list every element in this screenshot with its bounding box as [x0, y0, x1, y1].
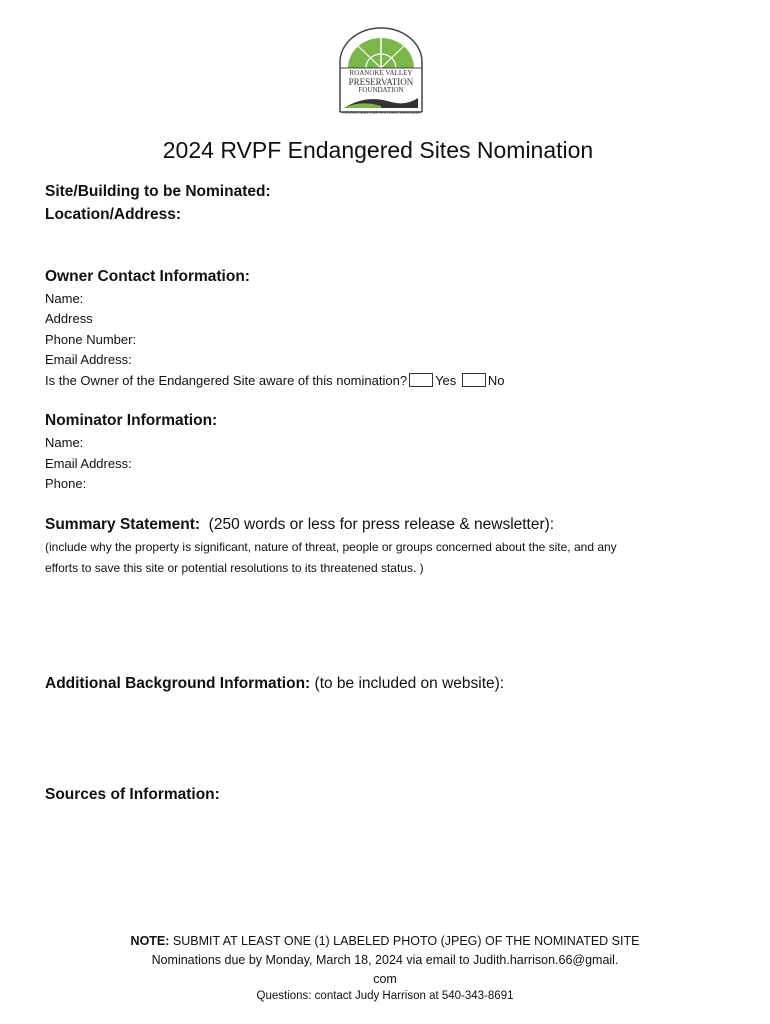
owner-name-label: Name:: [45, 291, 84, 306]
site-building-label: Site/Building to be Nominated:: [45, 183, 271, 200]
background-heading: Additional Background Information:: [45, 675, 311, 692]
background-heading-note: (to be included on website):: [314, 675, 505, 692]
page-title: 2024 RVPF Endangered Sites Nomination: [162, 137, 594, 163]
logo-text-line2: PRESERVATION: [348, 77, 414, 87]
footer-note-label: NOTE:: [130, 934, 170, 948]
rvpf-logo: [336, 26, 426, 116]
summary-instructions-line2: efforts to save this site or potential resolutions to its threatened status. ): [45, 561, 424, 575]
footer-due-line2: com: [373, 972, 397, 986]
footer-note: [0, 934, 770, 948]
owner-email-label: Email Address:: [45, 352, 132, 367]
no-checkbox[interactable]: [462, 373, 486, 387]
nominator-email-label: Email Address:: [45, 456, 132, 471]
footer-questions: Questions: contact Judy Harrison at 540-343-8691: [256, 990, 514, 1002]
logo-tagline: PROTECTING OUR HISTORIC HERITAGE: [342, 110, 420, 115]
summary-heading-row: [45, 516, 554, 534]
footer-due-line1: Nominations due by Monday, March 18, 2024 via email to Judith.harrison.66@gmail.: [151, 953, 619, 967]
nominator-heading: Nominator Information:: [45, 412, 218, 429]
logo-text-line3: FOUNDATION: [358, 86, 404, 94]
nominator-phone-label: Phone:: [45, 476, 87, 491]
owner-contact-heading: Owner Contact Information:: [45, 268, 250, 285]
no-label: No: [487, 373, 505, 388]
nominator-name-label: Name:: [45, 435, 84, 450]
footer-note-text: SUBMIT AT LEAST ONE (1) LABELED PHOTO (JPEG) OF THE NOMINATED SITE: [172, 934, 640, 948]
yes-checkbox[interactable]: [409, 373, 433, 387]
yes-label: Yes: [435, 373, 457, 388]
owner-aware-question: Is the Owner of the Endangered Site aware of this nomination?: [45, 373, 408, 388]
background-heading-row: [45, 675, 504, 693]
owner-address-label: Address: [45, 311, 93, 326]
owner-phone-label: Phone Number:: [45, 332, 137, 347]
location-address-label: Location/Address:: [45, 206, 182, 223]
logo-text-line1: ROANOKE VALLEY: [349, 69, 413, 77]
summary-heading-note: (250 words or less for press release & newsletter):: [208, 516, 555, 533]
owner-aware-row: [45, 373, 505, 388]
sources-heading: Sources of Information:: [45, 786, 220, 803]
summary-heading: Summary Statement:: [45, 516, 201, 533]
summary-instructions-line1: (include why the property is significant, nature of threat, people or groups concerned about the site, and any: [45, 540, 617, 554]
